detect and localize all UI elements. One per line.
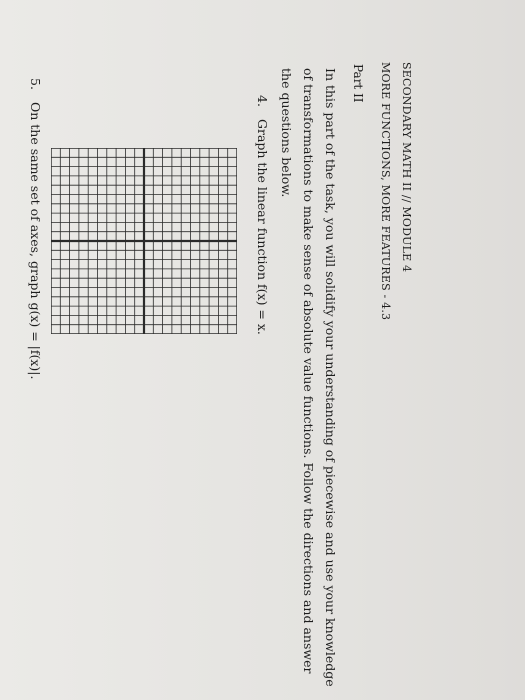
coordinate-grid[interactable] [51, 148, 237, 334]
question-4-number: 4. [255, 95, 270, 107]
question-5-number: 5. [28, 78, 43, 90]
part-title: Part II [351, 64, 365, 103]
question-5-text: On the same set of axes, graph g(x) = |f(x)|. [28, 101, 43, 380]
question-4-text: Graph the linear function f(x) = x. [255, 118, 270, 335]
module-header: MORE FUNCTIONS, MORE FEATURES - 4.3 [379, 62, 392, 321]
question-5 [28, 78, 43, 380]
course-header: SECONDARY MATH II // MODULE 4 [400, 62, 413, 273]
intro-paragraph: In this part of the task, you will solidify your understanding of piecewise and use your knowledge of transformations to make sense of absolute value functions. Follow the directions and answer the questions below. [279, 68, 338, 687]
question-4 [255, 95, 270, 335]
